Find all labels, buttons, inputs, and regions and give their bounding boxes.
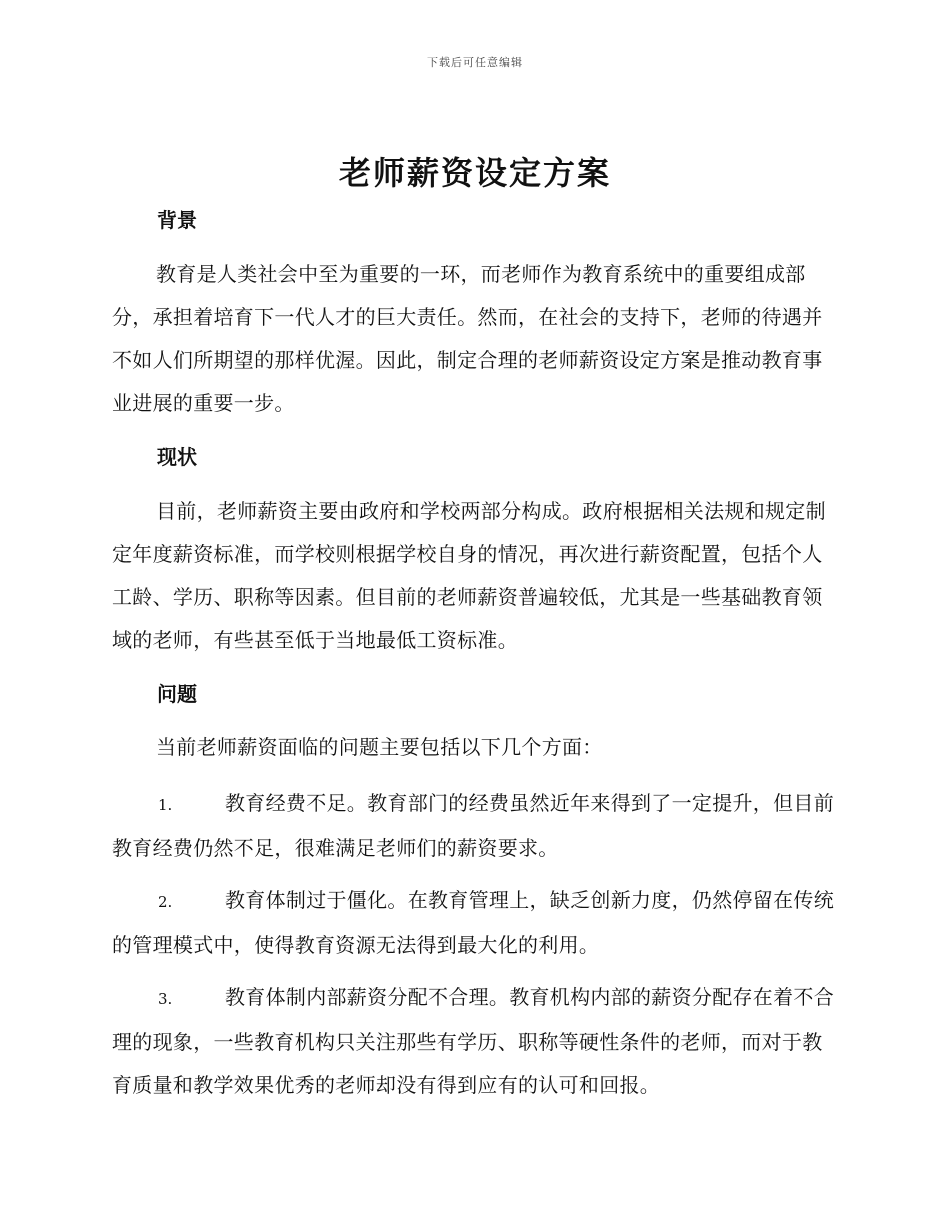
list-item-text: 教育体制内部薪资分配不合理。教育机构内部的薪资分配存在着不合理的现象，一些教育机构只关注那些有学历、职称等硬性条件的老师，而对于教育质量和教学效果优秀的老师却没有得到应有的认可和回报。: [112, 985, 834, 1097]
document-title: 老师薪资设定方案: [338, 154, 611, 192]
section-heading-status: 现状: [157, 445, 197, 469]
list-item-number: 2.: [158, 893, 173, 911]
paragraph-background: 教育是人类社会中至为重要的一环，而老师作为教育系统中的重要组成部分，承担着培育下一代人才的巨大责任。然而，在社会的支持下，老师的待遇并不如人们所期望的那样优渥。因此，制定合理的老师薪资设定方案是推动教育事业进展的重要一步。: [112, 262, 823, 415]
paragraph-problems-intro: 当前老师薪资面临的问题主要包括以下几个方面：: [156, 735, 603, 759]
section-heading-background: 背景: [157, 208, 197, 232]
list-item-number: 1.: [158, 796, 173, 814]
paragraph-status: 目前，老师薪资主要由政府和学校两部分构成。政府根据相关法规和规定制定年度薪资标准，而学校则根据学校自身的情况，再次进行薪资配置，包括个人工龄、学历、职称等因素。但目前的老师薪资普遍较低，尤其是一些基础教育领域的老师，有些甚至低于当地最低工资标准。: [112, 499, 826, 652]
list-item: [112, 879, 834, 967]
list-item: [112, 976, 834, 1107]
list-item: [112, 782, 834, 870]
section-heading-problems: 问题: [157, 682, 197, 706]
list-item-text: 教育体制过于僵化。在教育管理上，缺乏创新力度，仍然停留在传统的管理模式中，使得教育资源无法得到最大化的利用。: [112, 888, 834, 957]
header-note: 下载后可任意编辑: [427, 56, 523, 69]
list-item-text: 教育经费不足。教育部门的经费虽然近年来得到了一定提升，但目前教育经费仍然不足，很难满足老师们的薪资要求。: [112, 791, 834, 860]
list-item-number: 3.: [158, 990, 173, 1008]
